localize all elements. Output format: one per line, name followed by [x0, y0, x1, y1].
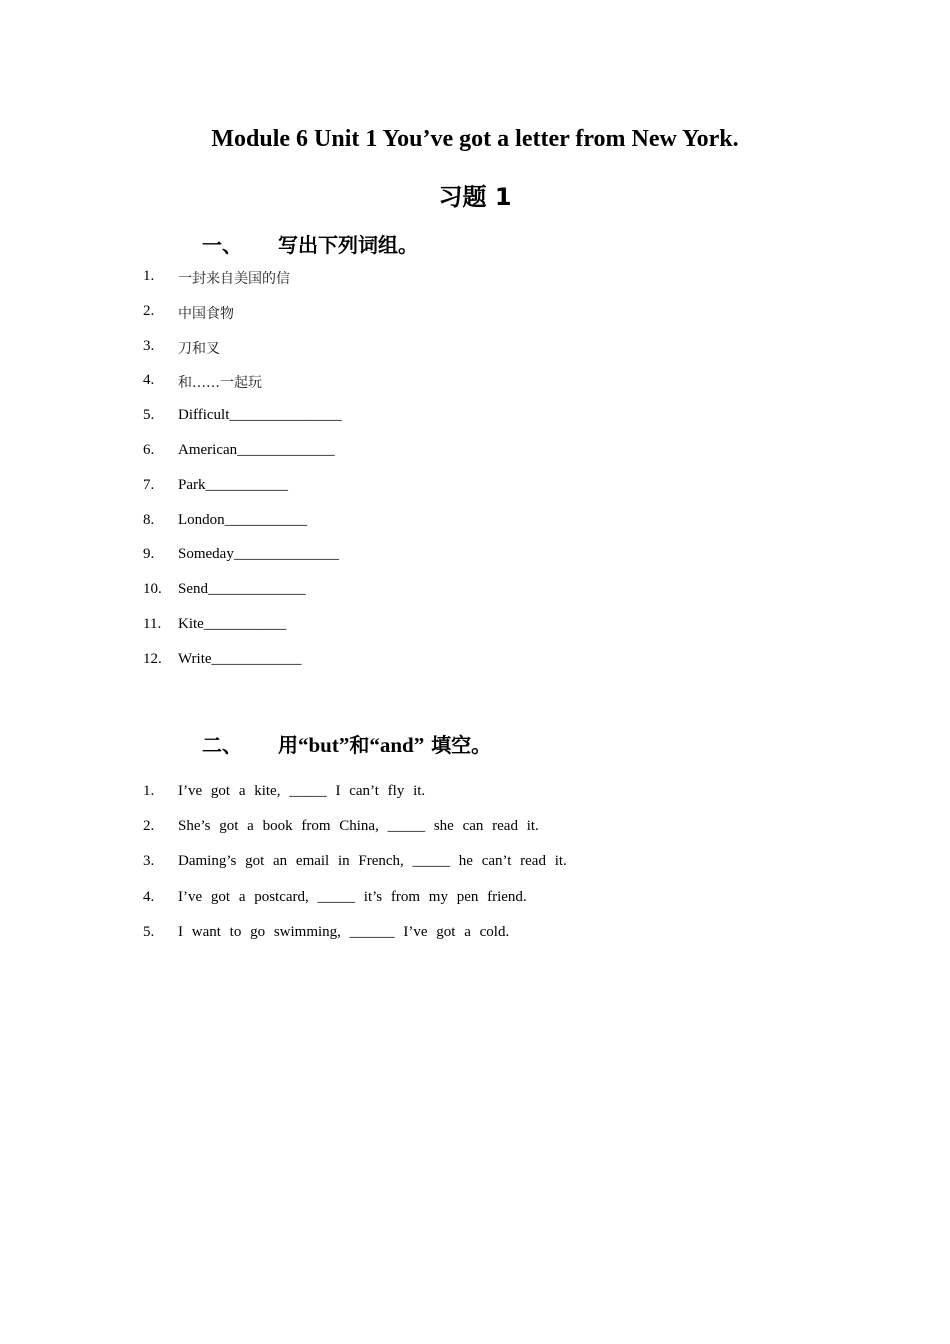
list-item: [143, 924, 567, 959]
list-item: [143, 651, 342, 686]
item-text: Send_____________: [178, 581, 306, 598]
item-number: 8.: [143, 511, 155, 528]
list-item: [143, 853, 567, 888]
item-text: She’s got a book from China, _____ she can read it.: [178, 818, 539, 835]
list-item: [143, 372, 342, 407]
item-text: Difficult_______________: [178, 407, 342, 424]
section-title: 写出下列词组。: [278, 233, 418, 257]
item-text: 一封来自美国的信: [178, 271, 290, 287]
item-number: 9.: [143, 546, 155, 563]
item-number: 4.: [143, 372, 155, 389]
item-number: 3.: [143, 853, 155, 870]
item-text: 和……一起玩: [178, 375, 262, 392]
list-item: [143, 268, 342, 303]
item-number: 1.: [143, 268, 155, 284]
item-text: Kite___________: [178, 615, 287, 632]
item-text: I’ve got a postcard, _____ it’s from my pen friend.: [178, 888, 527, 905]
item-number: 6.: [143, 441, 155, 458]
item-number: 3.: [143, 337, 155, 354]
item-number: 5.: [143, 407, 155, 424]
section-number: 一、: [202, 233, 242, 257]
list-item: [143, 783, 567, 818]
list-item: [143, 512, 342, 547]
list-item: [143, 477, 342, 512]
list-item: [143, 889, 567, 924]
item-text: London___________: [178, 511, 308, 528]
section-2-heading: [202, 729, 491, 758]
section-1-list: [143, 268, 342, 686]
item-number: 1.: [143, 783, 155, 799]
list-item: [143, 442, 342, 477]
item-text: Daming’s got an email in French, _____ he can’t read it.: [178, 853, 567, 870]
item-number: 12.: [143, 650, 162, 667]
item-number: 5.: [143, 923, 155, 940]
item-number: 7.: [143, 476, 155, 493]
item-number: 4.: [143, 888, 155, 905]
heading-post: 填空。: [424, 733, 492, 757]
list-item: [143, 581, 342, 616]
list-item: [143, 818, 567, 853]
document-title: Module 6 Unit 1 You’ve got a letter from New York.: [211, 126, 739, 152]
list-item: [143, 303, 342, 338]
document-subtitle: 习题 1: [438, 183, 512, 211]
item-number: 10.: [143, 581, 162, 598]
item-text: 刀和叉: [178, 340, 220, 357]
heading-pre: 用: [278, 733, 298, 757]
item-text: Park___________: [178, 476, 288, 493]
item-text: I’ve got a kite, _____ I can’t fly it.: [178, 783, 426, 799]
item-text: Someday______________: [178, 546, 339, 563]
section-title: [278, 729, 491, 758]
heading-but: “but”: [298, 733, 350, 757]
section-1-heading: [202, 229, 418, 258]
list-item: [143, 546, 342, 581]
item-text: Write____________: [178, 650, 302, 667]
section-number: 二、: [202, 733, 242, 757]
list-item: [143, 616, 342, 651]
section-2-list: [143, 783, 567, 959]
list-item: [143, 407, 342, 442]
item-text: I want to go swimming, ______ I’ve got a cold.: [178, 923, 510, 940]
item-number: 2.: [143, 302, 155, 319]
item-number: 11.: [143, 615, 162, 632]
heading-and: “and”: [369, 733, 425, 757]
item-text: American_____________: [178, 441, 335, 458]
heading-mid: 和: [349, 733, 370, 757]
item-text: 中国食物: [178, 305, 234, 322]
list-item: [143, 338, 342, 373]
item-number: 2.: [143, 818, 155, 835]
